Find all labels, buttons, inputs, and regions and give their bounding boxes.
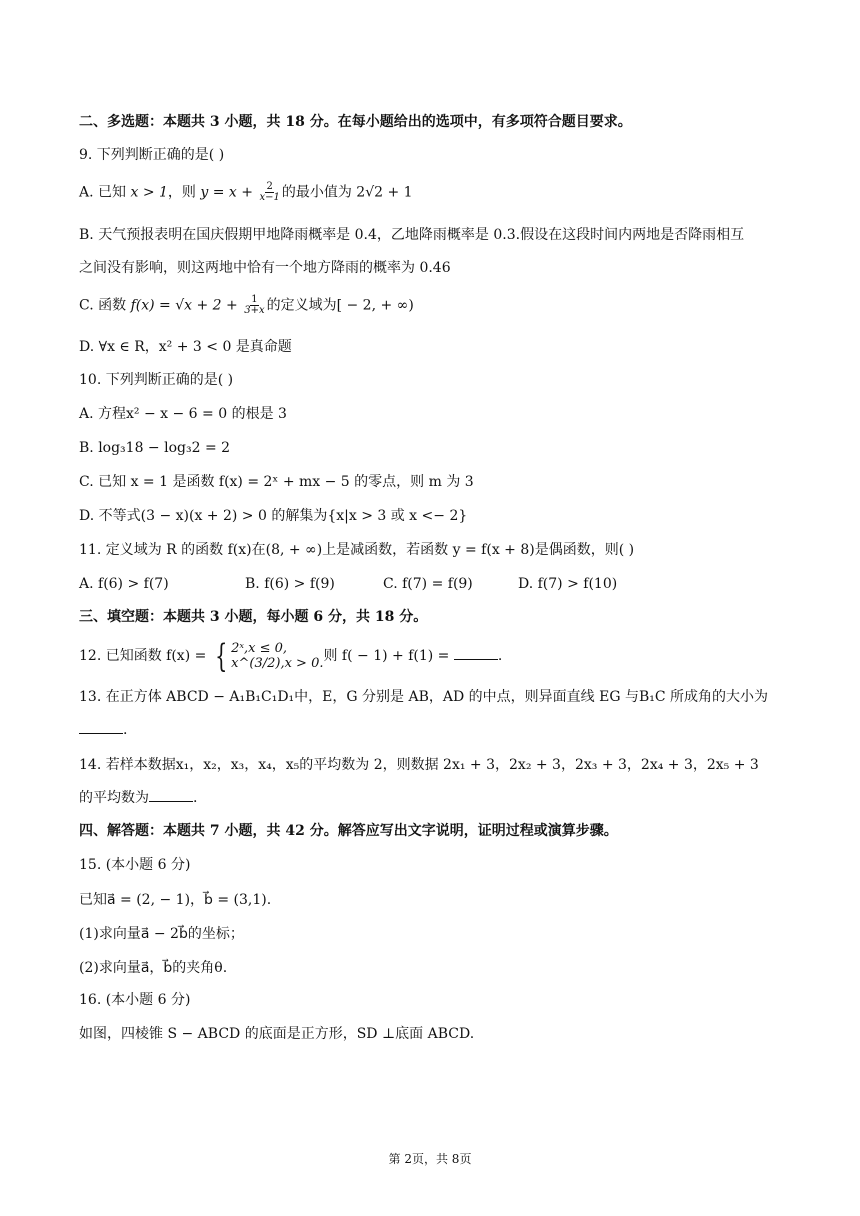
q9-option-b-line1: B. 天气预报表明在国庆假期甲地降雨概率是 0.4，乙地降雨概率是 0.3.假设在这段时间内两地是否降雨相互 <box>79 227 745 243</box>
q13-answer-line: . <box>79 720 127 740</box>
q10-stem: 10. 下列判断正确的是( ) <box>79 372 234 388</box>
q10-option-a: A. 方程x² − x − 6 = 0 的根是 3 <box>79 406 287 422</box>
section-fill-in-heading: 三、填空题：本题共 3 小题，每小题 6 分，共 18 分。 <box>79 609 428 625</box>
q9-option-b-line2: 之间没有影响，则这两地中恰有一个地方降雨的概率为 0.46 <box>79 260 451 276</box>
q9-option-c: C. 函数 f(x) = √x + 2 + $\frac{1}{3+x}$ 的定义域为[ − 2, + ∞) <box>79 294 414 316</box>
q16-text: 如图，四棱锥 S − ABCD 的底面是正方形，SD ⊥底面 ABCD. <box>79 1026 475 1042</box>
q11-option-c: C. f(7) = f(9) <box>383 576 473 592</box>
fraction: $\frac{2}{x-1}$ <box>259 181 280 203</box>
answer-blank <box>79 721 123 734</box>
q11-option-a: A. f(6) > f(7) <box>79 576 169 592</box>
q14-stem-line2: 的平均数为 . <box>79 790 198 806</box>
answer-blank <box>149 789 193 802</box>
q15-title: 15. (本小题 6 分) <box>79 857 191 873</box>
q10-option-c: C. 已知 x = 1 是函数 f(x) = 2ˣ + mx − 5 的零点，则 m 为 3 <box>79 474 474 490</box>
q10-option-d: D. 不等式(3 − x)(x + 2) > 0 的解集为{x|x > 3 或 x <− 2} <box>79 508 468 524</box>
q10-option-b: B. log₃18 − log₃2 = 2 <box>79 440 231 456</box>
q15-given: 已知a⃗ = (2, − 1)，b⃗ = (3,1). <box>79 892 272 908</box>
section-answer-heading: 四、解答题：本题共 7 小题，共 42 分。解答应写出文字说明，证明过程或演算步骤。 <box>79 823 618 839</box>
q9-stem: 9. 下列判断正确的是( ) <box>79 147 225 163</box>
q16-title: 16. (本小题 6 分) <box>79 992 191 1008</box>
q14-stem: 14. 若样本数据x₁，x₂，x₃，x₄，x₅的平均数为 2，则数据 2x₁ + 3，2x₂ + 3，2x₃ + 3，2x₄ + 3，2x₅ + 3 <box>79 757 759 773</box>
q9-option-a: A. 已知 x > 1，则 y = x + $\frac{2}{x-1}$ 的最小值为 2√2 + 1 <box>79 181 413 203</box>
section-multiple-choice-heading: 二、多选题：本题共 3 小题，共 18 分。在每小题给出的选项中，有多项符合题目要求。 <box>79 114 632 130</box>
fraction: $\frac{1}{3+x}$ <box>244 294 265 316</box>
q15-part2: (2)求向量a⃗，b⃗的夹角θ. <box>79 960 228 976</box>
q11-option-b: B. f(6) > f(9) <box>245 576 335 592</box>
q13-stem: 13. 在正方体 ABCD − A₁B₁C₁D₁中，E，G 分别是 AB，AD 的中点，则异面直线 EG 与B₁C 所成角的大小为 <box>79 689 769 705</box>
q12-stem: 12. 已知函数 f(x) = { 2ˣ,x ≤ 0, x^(3/2),x > 0. 则 f( − 1) + f(1) = . <box>79 637 503 675</box>
q11-option-d: D. f(7) > f(10) <box>518 576 618 592</box>
q9-option-d: D. ∀x ∈ R，x² + 3 < 0 是真命题 <box>79 339 292 355</box>
page-footer: 第 2页，共 8页 <box>388 1152 472 1166</box>
answer-blank <box>454 647 498 660</box>
q15-part1: (1)求向量a⃗ − 2b⃗的坐标； <box>79 926 244 942</box>
piecewise-function: { 2ˣ,x ≤ 0, x^(3/2),x > 0. <box>214 637 324 675</box>
q11-stem: 11. 定义域为 R 的函数 f(x)在(8, + ∞)上是减函数，若函数 y = f(x + 8)是偶函数，则( ) <box>79 542 635 558</box>
